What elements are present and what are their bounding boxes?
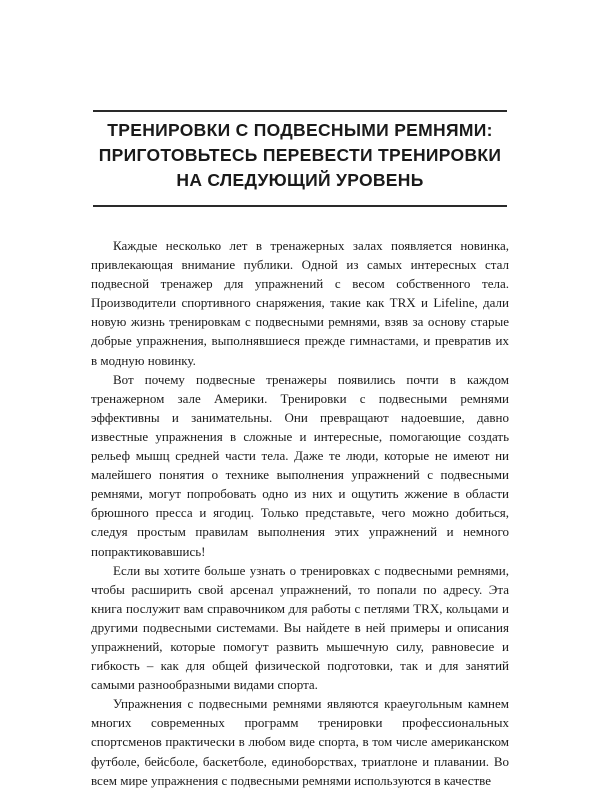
body-text bbox=[91, 236, 509, 790]
paragraph: Если вы хотите больше узнать о тренировках с подвесными ремнями, чтобы расширить свой арсенал упражнений, то попали по адресу. Эта книга послужит вам справочником для работы с петлями TRX, кольцами и другими подвесными системами. Вы найдете в ней примеры и описания упражнений, которые помогут развить мышечную силу, равновесие и гибкость – как для общей физической подготовки, так и для занятий самыми разнообразными видами спорта. bbox=[91, 562, 509, 693]
paragraph: Каждые несколько лет в тренажерных залах появляется новинка, привлекающая внимание публики. Одной из самых интересных стал подвесной тренажер для упражнений с весом собственного тела. Производители спортивного снаряжения, такие как TRX и Lifeline, дали новую жизнь тренировкам с подвесными ремнями, взяв за основу старые добрые упражнения, выполнявшиеся прежде гимнастами, и превратив их в модную новинку. bbox=[91, 238, 509, 368]
paragraph: Упражнения с подвесными ремнями являются краеугольным камнем многих современных программ тренировки профессиональных спортсменов практически в любом виде спорта, в том числе американском футболе, бейсболе, баскетболе, единоборствах, триатлоне и плавании. Во всем мире упражнения с подвесными ремнями используются в качестве bbox=[91, 696, 509, 788]
title-bottom-rule bbox=[93, 205, 507, 207]
paragraph: Вот почему подвесные тренажеры появились почти в каждом тренажерном зале Америки. Тренировки с подвесными ремнями эффективны и занимательны. Они превращают надоевшие, давно известные упражнения в сложные и интересные, помогающие создать рельеф мышц средней части тела. Даже те люди, которые не имеют ни малейшего понятия о технике выполнения упражнений с подвесными ремнями, могут попробовать одно из них и ощутить жжение в области брюшного пресса и ягодиц. Только представьте, чего можно добиться, следуя простым правилам выполнения этих упражнений и немного попрактиковавшись! bbox=[91, 371, 509, 559]
title-top-rule bbox=[93, 110, 507, 112]
chapter-title bbox=[93, 118, 507, 193]
chapter-title-line: ТРЕНИРОВКИ С ПОДВЕСНЫМИ РЕМНЯМИ: bbox=[107, 120, 493, 140]
chapter-title-line: НА СЛЕДУЮЩИЙ УРОВЕНЬ bbox=[176, 170, 424, 190]
chapter-title-line: ПРИГОТОВЬТЕСЬ ПЕРЕВЕСТИ ТРЕНИРОВКИ bbox=[98, 145, 502, 165]
